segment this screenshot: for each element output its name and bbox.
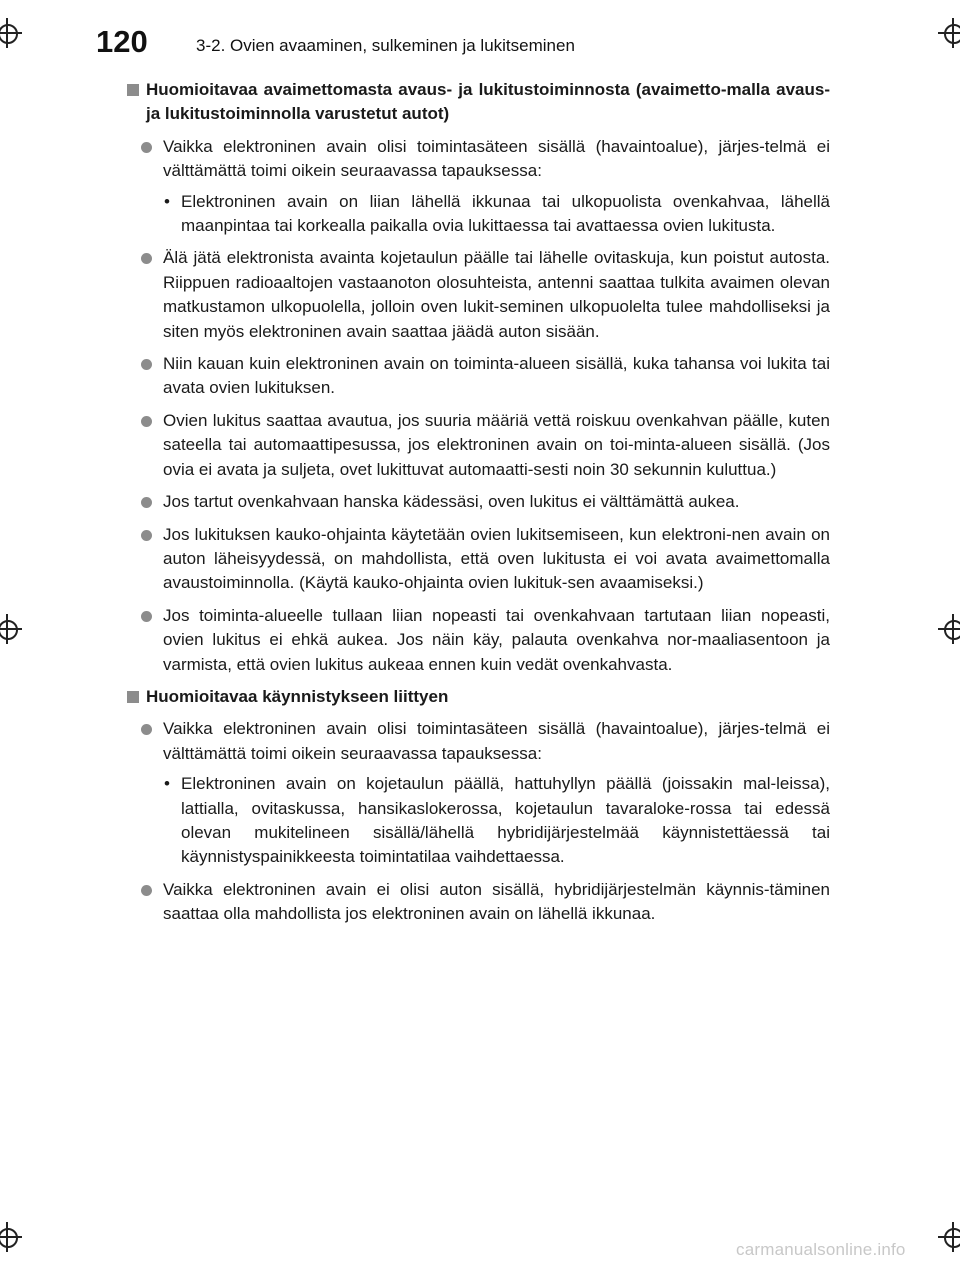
registration-mark: [0, 614, 22, 644]
list-item-text: Jos toiminta-alueelle tullaan liian nopeasti tai ovenkahvaan tartutaan liian nopeasti, ovien lukitus ei ehkä aukea. Jos näin käy, palauta ovenkahva nor-maaliasentoon ja varmista, että ovien lukitus aukeaa ennen kuin vedät ovenkahvasta.: [163, 605, 830, 674]
registration-mark: [0, 18, 22, 48]
watermark-text[interactable]: carmanualsonline.info: [736, 1240, 906, 1259]
square-bullet-icon: [127, 84, 139, 96]
circle-bullet-icon: [141, 885, 152, 896]
list-item-text: Vaikka elektroninen avain ei olisi auton sisällä, hybridijärjestelmän käynnis-täminen saattaa olla mahdollista jos elektroninen avain on lähellä ikkunaa.: [163, 879, 830, 924]
list-item: [126, 604, 830, 677]
registration-mark: [938, 614, 960, 644]
square-bullet-icon: [127, 691, 139, 703]
bullet-dot-icon: •: [164, 191, 170, 211]
circle-bullet-icon: [141, 416, 152, 427]
list-item-text: Jos tartut ovenkahvaan hanska kädessäsi, oven lukitus ei välttämättä aukea.: [163, 492, 740, 512]
section-heading: [126, 685, 830, 709]
page-number: 120: [96, 24, 148, 59]
sub-list-item-text: Elektroninen avain on liian lähellä ikkunaa tai ulkopuolista ovenkahvaa, lähellä maanpintaa tai korkealla paikalla ovia lukittaessa tai avattaessa ovien lukitusta.: [181, 191, 830, 236]
bullet-dot-icon: •: [164, 774, 170, 794]
list-item-text: Jos lukituksen kauko-ohjainta käytetään ovien lukitsemiseen, kun elektroni-nen avain on auton läheisyydessä, on mahdollista, että oven lukitusta ei voi avata avaimettomalla avaustoiminnolla. (Käytä kauko-ohjainta ovien lukituk-sen avaamiseksi.): [163, 524, 830, 593]
list-item: [126, 409, 830, 482]
sub-list-item-text: Elektroninen avain on kojetaulun päällä, hattuhyllyn päällä (joissakin mal-leissa), lattialla, ovitaskussa, hansikaslokerossa, kojetaulun tavaraloke-rossa tai edessä olevan mukitelineen sisällä/lähellä hybridijärjestelmää käynnistettäessä tai käynnistyspainikkeesta toimintatilaa vaihdettaessa.: [181, 774, 830, 867]
list-item: [126, 878, 830, 927]
section-heading: [126, 78, 830, 127]
section-title: 3-2. Ovien avaaminen, sulkeminen ja lukitseminen: [196, 36, 575, 55]
list-item-text: Vaikka elektroninen avain olisi toimintasäteen sisällä (havaintoalue), järjes-telmä ei välttämättä toimi oikein seuraavassa tapauksessa:: [163, 719, 830, 763]
list-item: [126, 135, 830, 184]
circle-bullet-icon: [141, 359, 152, 370]
circle-bullet-icon: [141, 497, 152, 508]
list-item: [126, 246, 830, 344]
list-item-text: Vaikka elektroninen avain olisi toimintasäteen sisällä (havaintoalue), järjes-telmä ei välttämättä toimi oikein seuraavassa tapauksessa:: [163, 136, 830, 181]
sub-list-item: [126, 190, 830, 239]
registration-mark: [0, 1222, 22, 1252]
list-item-text: Ovien lukitus saattaa avautua, jos suuria määriä vettä roiskuu ovenkahvan päälle, kuten sateella tai automaattipesussa, jos elektroninen avain on toi-minta-alueen sisällä. (Jos ovia ei avata ja suljeta, ovet lukittuvat automaatti-sesti noin 30 sekunnin kuluttua.): [163, 410, 830, 479]
circle-bullet-icon: [141, 611, 152, 622]
list-item-text: Niin kauan kuin elektroninen avain on toiminta-alueen sisällä, kuka tahansa voi lukita tai avata ovien lukituksen.: [163, 354, 830, 398]
circle-bullet-icon: [141, 253, 152, 264]
list-item-text: Älä jätä elektronista avainta kojetaulun päälle tai lähelle ovitaskuja, kun poistut autosta. Riippuen radioaaltojen vastaanoton olosuhteista, antenni saattaa tulkita avaimen olevan matkustamon ulkopuolella, jolloin oven lukit-seminen ulkopuolelta tulee mahdolliseksi ja siten myös elektroninen avain saattaa jäädä auton sisään.: [163, 248, 830, 341]
list-item: [126, 352, 830, 401]
circle-bullet-icon: [141, 530, 152, 541]
list-item: [126, 717, 830, 766]
list-item: [126, 523, 830, 596]
page-content: [126, 78, 830, 935]
circle-bullet-icon: [141, 724, 152, 735]
section-heading-text: Huomioitavaa avaimettomasta avaus- ja lukitustoiminnosta (avaimetto-malla avaus- ja lukitustoiminnolla varustetut autot): [146, 80, 830, 124]
list-item: [126, 490, 830, 514]
registration-mark: [938, 18, 960, 48]
registration-mark: [938, 1222, 960, 1252]
sub-list-item: [126, 772, 830, 870]
circle-bullet-icon: [141, 142, 152, 153]
section-heading-text: Huomioitavaa käynnistykseen liittyen: [146, 686, 449, 706]
